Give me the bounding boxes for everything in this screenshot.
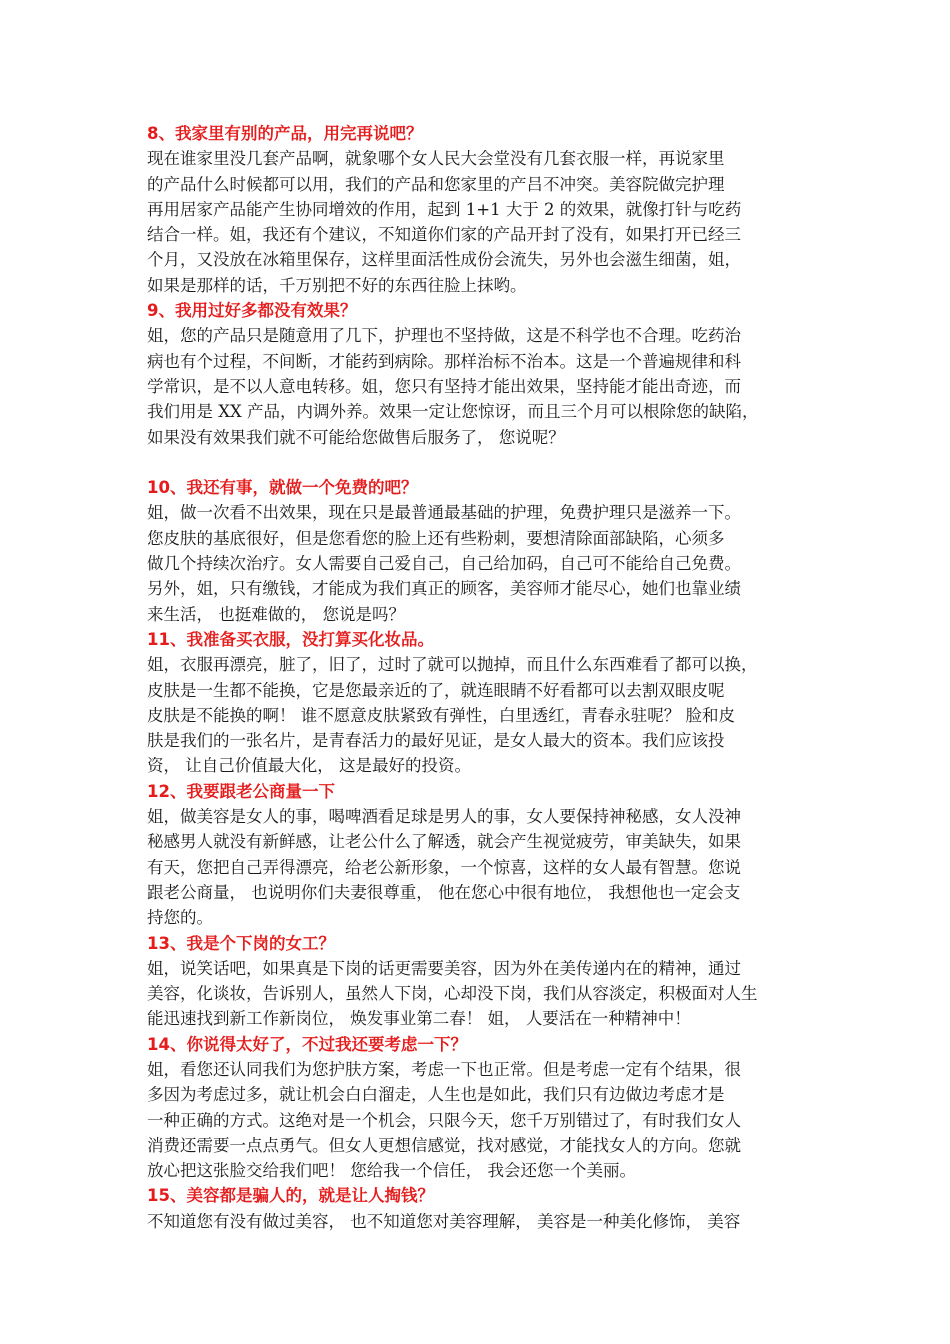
body-line: 消费还需要一点点勇气。但女人更想信感觉，找对感觉，才能找女人的方向。您就 <box>147 1135 741 1155</box>
body-line: 个月，又没放在冰箱里保存，这样里面活性成份会流失，另外也会滋生细菌，姐， <box>147 250 741 270</box>
faq-section-12 <box>147 779 811 931</box>
body-line: 一种正确的方式。这绝对是一个机会，只限今天，您千万别错过了，有时我们女人 <box>147 1110 741 1130</box>
section-body <box>147 956 811 1032</box>
section-heading: 10、我还有事，就做一个免费的吧？ <box>147 478 418 498</box>
blank-line <box>147 450 811 475</box>
section-body <box>147 1209 811 1234</box>
section-heading: 8、我家里有别的产品，用完再说吧？ <box>147 124 423 143</box>
section-heading: 14、你说得太好了，不过我还要考虑一下？ <box>147 1034 467 1054</box>
body-line: 我们用是 XX 产品，内调外养。效果一定让您惊讶，而且三个月可以根除您的缺陷， <box>147 402 759 422</box>
body-line: 肤是我们的一张名片，是青春活力的最好见证，是女人最大的资本。我们应该投 <box>147 731 725 751</box>
document-page <box>147 121 811 1234</box>
section-heading: 9、我用过好多都没有效果？ <box>147 301 357 321</box>
section-body <box>147 804 811 930</box>
body-line: 来生活， 也挺难做的， 您说是吗？ <box>147 604 405 624</box>
body-line: 结合一样。姐，我还有个建议，不知道你们家的产品开封了没有，如果打开已经三 <box>147 225 741 245</box>
body-line: 不知道您有没有做过美容， 也不知道您对美容理解， 美容是一种美化修饰， 美容 <box>147 1211 741 1231</box>
section-heading: 15、美容都是骗人的，就是让人掏钱？ <box>147 1186 434 1206</box>
faq-section-11 <box>147 627 811 779</box>
body-line: 皮肤是一生都不能换，它是您最亲近的了，就连眼睛不好看都可以去割双眼皮呢 <box>147 680 725 700</box>
body-line: 放心把这张脸交给我们吧！ 您给我一个信任， 我会还您一个美丽。 <box>147 1161 636 1181</box>
body-line: 再用居家产品能产生协同增效的作用，起到 1+1 大于 2 的效果，就像打针与吃药 <box>147 199 742 219</box>
body-line: 能迅速找到新工作新岗位， 焕发事业第二春！ 姐， 人要活在一种精神中！ <box>147 1009 691 1029</box>
section-heading: 12、我要跟老公商量一下 <box>147 781 335 801</box>
body-line: 秘感男人就没有新鲜感，让老公什么了解透，就会产生视觉疲劳，审美缺失，如果 <box>147 832 741 852</box>
body-line: 姐，看您还认同我们为您护肤方案，考虑一下也正常。但是考虑一定有个结果，很 <box>147 1059 741 1079</box>
body-line: 跟老公商量， 也说明你们夫妻很尊重， 他在您心中很有地位， 我想他也一定会支 <box>147 882 741 902</box>
faq-section-8 <box>147 121 811 298</box>
body-line: 病也有个过程，不间断，才能药到病除。那样治标不治本。这是一个普遍规律和科 <box>147 351 741 371</box>
faq-section-14 <box>147 1032 811 1184</box>
section-body <box>147 500 811 626</box>
body-line: 如果没有效果我们就不可能给您做售后服务了， 您说呢？ <box>147 427 565 447</box>
body-line: 多因为考虑过多，就让机会白白溜走，人生也是如此，我们只有边做边考虑才是 <box>147 1085 725 1105</box>
section-heading: 11、我准备买衣服，没打算买化妆品。 <box>147 629 434 649</box>
faq-section-13 <box>147 931 811 1032</box>
body-line: 美容，化谈妆，告诉别人，虽然人下岗，心却没下岗，我们从容淡定，积极面对人生 <box>147 984 758 1004</box>
section-body <box>147 323 811 449</box>
body-line: 现在谁家里没几套产品啊，就象哪个女人民大会堂没有几套衣服一样，再说家里 <box>147 149 725 169</box>
body-line: 姐，您的产品只是随意用了几下，护理也不坚持做，这是不科学也不合理。吃药治 <box>147 326 741 346</box>
body-line: 姐，衣服再漂亮，脏了，旧了，过时了就可以抛掉，而且什么东西难看了都可以换， <box>147 655 758 675</box>
faq-section-10 <box>147 475 811 627</box>
section-body <box>147 652 811 778</box>
body-line: 如果是那样的话，千万别把不好的东西往脸上抹哟。 <box>147 275 527 295</box>
body-line: 持您的。 <box>147 908 213 928</box>
section-body <box>147 146 811 298</box>
body-line: 资， 让自己价值最大化， 这是最好的投资。 <box>147 756 471 776</box>
faq-section-9 <box>147 298 811 450</box>
body-line: 另外，姐，只有缴钱，才能成为我们真正的顾客，美容师才能尽心，她们也靠业绩 <box>147 579 741 599</box>
body-line: 您皮肤的基底很好，但是您看您的脸上还有些粉刺，要想清除面部缺陷，心须多 <box>147 528 725 548</box>
body-line: 做几个持续次治疗。女人需要自己爱自己，自己给加码，自己可不能给自己免费。 <box>147 554 741 574</box>
body-line: 姐，做一次看不出效果，现在只是最普通最基础的护理，免费护理只是滋养一下。 <box>147 503 741 523</box>
section-heading: 13、我是个下岗的女工？ <box>147 933 335 953</box>
body-line: 皮肤是不能换的啊！ 谁不愿意皮肤紧致有弹性，白里透红，青春永驻呢？ 脸和皮 <box>147 705 735 725</box>
body-line: 的产品什么时候都可以用，我们的产品和您家里的产吕不冲突。美容院做完护理 <box>147 174 725 194</box>
body-line: 姐，做美容是女人的事，喝啤酒看足球是男人的事，女人要保持神秘感，女人没神 <box>147 807 741 827</box>
faq-section-15 <box>147 1183 811 1234</box>
body-line: 姐，说笑话吧，如果真是下岗的话更需要美容，因为外在美传递内在的精神，通过 <box>147 958 741 978</box>
section-body <box>147 1057 811 1183</box>
body-line: 学常识，是不以人意电转移。姐，您只有坚持才能出效果，坚持能才能出奇迹，而 <box>147 376 741 396</box>
body-line: 有天，您把自己弄得漂亮，给老公新形象，一个惊喜，这样的女人最有智慧。您说 <box>147 857 741 877</box>
